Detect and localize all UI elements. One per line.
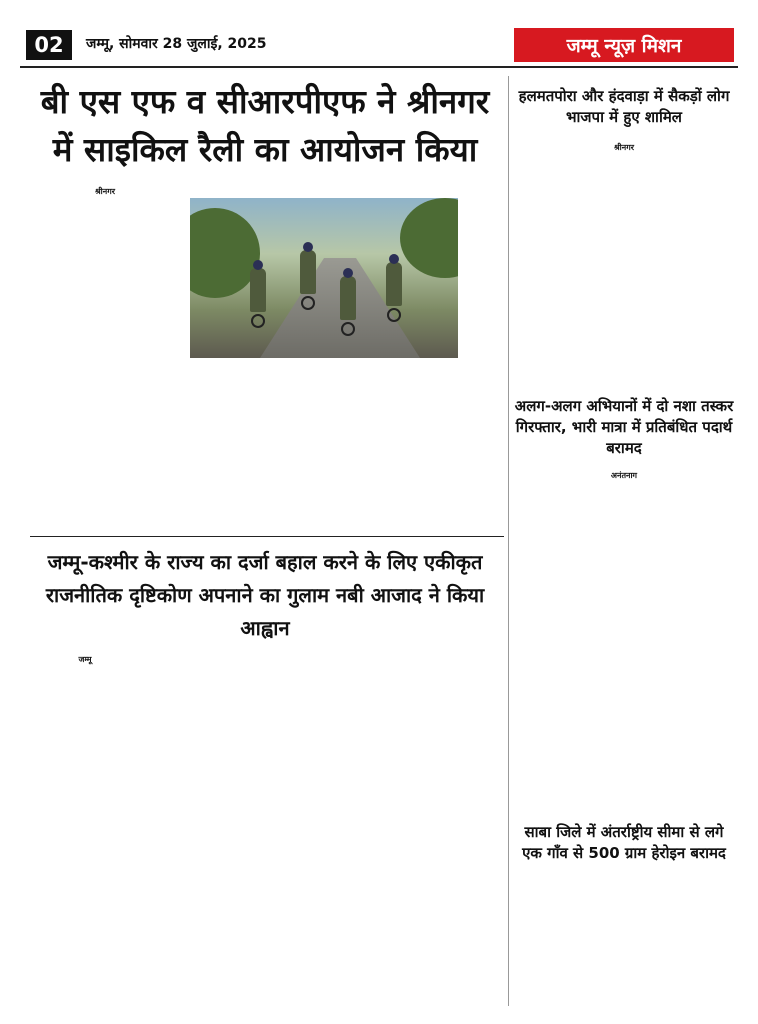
rider-figure [386, 262, 402, 306]
section-divider [30, 536, 504, 537]
side-headline-3: साबा जिले में अंतर्राष्ट्रीय सीमा से लगे एक गाँव से 500 ग्राम हेरोइन बरामद [522, 823, 726, 862]
lead-column-1 [30, 198, 180, 524]
lead-column-2 [190, 364, 320, 524]
second-headline: जम्मू-कश्मीर के राज्य का दर्जा बहाल करने के लिए एकीकृत राजनीतिक दृष्टिकोण अपनाने का गुलाम नबी आजाद ने किया आह्वान [45, 550, 485, 640]
tree-shape [400, 198, 458, 278]
side-column-2 [514, 484, 734, 814]
column-rule [508, 76, 509, 1006]
newspaper-brand: जम्मू न्यूज़ मिशन [514, 28, 734, 62]
lead-column-3 [326, 364, 456, 524]
side-column-3 [514, 892, 734, 1006]
lead-headline: बी एस एफ व सीआरपीएफ ने श्रीनगर में साइकिल रैली का आयोजन किया [40, 82, 490, 169]
bicycle-wheel [301, 296, 315, 310]
masthead [0, 0, 758, 66]
rider-figure [340, 276, 356, 320]
side-headline-1: हलमतपोरा और हंदवाड़ा में सैकड़ों लोग भाजपा में हुए शामिल [518, 87, 730, 126]
date-line: जम्मू, सोमवार 28 जुलाई, 2025 [86, 36, 267, 52]
lead-photo [190, 198, 458, 358]
lead-dateline: श्रीनगर [95, 187, 115, 196]
lead-column-4 [464, 198, 504, 524]
side-headline-2: अलग-अलग अभियानों में दो नशा तस्कर गिरफ्तार, भारी मात्रा में प्रतिबंधित पदार्थ बरामद [514, 397, 734, 457]
rider-figure [250, 268, 266, 312]
page-number: 02 [26, 30, 72, 60]
second-dateline: जम्मू [78, 655, 92, 664]
masthead-rule [20, 66, 738, 68]
second-column-3 [270, 668, 380, 1006]
second-column-2 [150, 668, 260, 1006]
bicycle-wheel [341, 322, 355, 336]
second-column-1 [30, 668, 140, 1006]
bicycle-wheel [251, 314, 265, 328]
side-dateline-1: श्रीनगर [614, 143, 634, 152]
side-dateline-2: अनंतनाग [610, 471, 638, 480]
second-column-4 [390, 668, 500, 1006]
bicycle-wheel [387, 308, 401, 322]
rider-figure [300, 250, 316, 294]
side-column-1 [514, 156, 734, 388]
